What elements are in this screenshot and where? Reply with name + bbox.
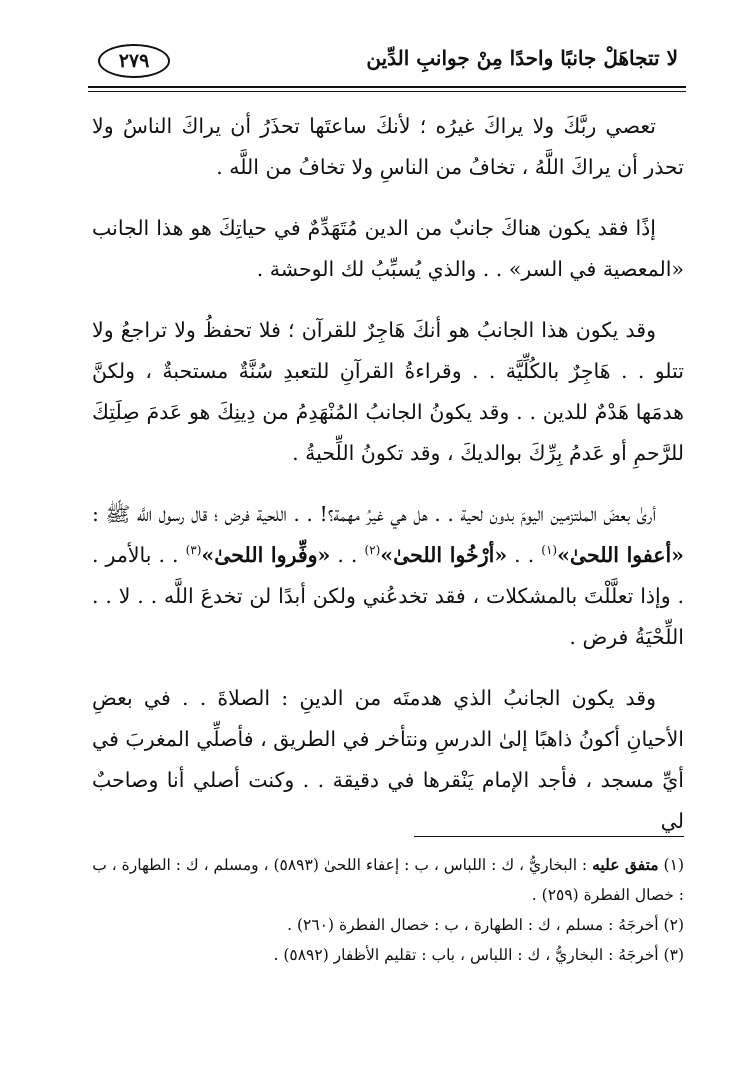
paragraph-text: وقد يكون الجانبُ الذي هدمتَه من الدينِ : الصلاةَ . . في بعضِ الأحيانِ أكونُ ذاهبًا إلىٰ الدرسِ ونتأخر في الطريق ، فأصلِّي المغربَ في أيِّ مسجد ، فأجد الإمام يَنْقرها في دقيقة . . وكنت أصلي أنا وصاحبٌ لي: [92, 686, 684, 833]
footnote-ref-2[interactable]: (٢): [364, 543, 381, 558]
footnote-text: أخرجَهُ : مسلم ، ك : الطهارة ، ب : خصال الفطرة (٢٦٠) .: [287, 916, 659, 934]
body-text: [92, 106, 684, 862]
paragraph-4: [92, 494, 684, 658]
footnote-ref-3[interactable]: (٣): [185, 543, 202, 558]
footnotes: [92, 850, 684, 970]
footnote-label: (٢): [663, 916, 684, 934]
footnote-divider: [414, 836, 684, 837]
footnote-ref-1[interactable]: (١): [541, 543, 558, 558]
page-number: ٢٧٩: [118, 50, 150, 72]
paragraph-text: وقد يكون هذا الجانبُ هو أنكَ هَاجِرٌ للقرآن ؛ فلا تحفظُ ولا تراجعُ ولا تتلو . . هَاجِرٌ بالكُلِّيَّة . . وقراءةُ القرآنِ للتعبدِ سُنَّةٌ مستحبةٌ ، ولكنَّ هدمَها هَدْمٌ للدين . . وقد يكونُ الجانبُ المُنْهَدِمُ من دِينِكَ هو عَدمَ صِلَتِكَ للرَّحمِ أو عَدمُ بِرِّكَ بوالديكَ ، وقد تكونُ اللِّحيةُ .: [92, 318, 684, 465]
paragraph-text: . .: [330, 543, 365, 567]
hadith-quote-3: «وفِّروا اللحىٰ»: [201, 543, 331, 567]
page-number-badge: [98, 44, 170, 78]
header-divider-thin: [88, 91, 686, 92]
paragraph-text: . .: [507, 543, 542, 567]
footnote-text: أخرجَهُ : البخاريُّ ، ك : اللباس ، باب : تقليم الأظفار (٥٨٩٢) .: [273, 946, 659, 964]
paragraph-text: إذًا فقد يكون هناكَ جانبٌ من الدين مُتَهَدِّمٌ في حياتِكَ هو هذا الجانب «المعصية في السر» . . والذي يُسبِّبُ لك الوحشة .: [92, 216, 684, 281]
paragraph-2: [92, 208, 684, 290]
running-title: لا تتجاهَلْ جانبًا واحدًا مِنْ جوانبِ الدِّين: [366, 46, 678, 70]
footnote-text: : البخاريُّ ، ك : اللباس ، ب : إعفاء اللحىٰ (٥٨٩٣) ، ومسلم ، ك : الطهارة ، ب : خصال الفطرة (٢٥٩) .: [92, 856, 684, 904]
hadith-quote-1: «أعفوا اللحىٰ»: [557, 543, 684, 567]
footnote-label: (١): [663, 856, 684, 874]
header-divider: [88, 86, 686, 88]
paragraph-text: . . بالأمر . . وإذا تعلَّلْتَ بالمشكلات ، فقد تخدعُني ولكن أبدًا لن تخدعَ اللَّه . . لا . . اللِّحْيَةُ فرض .: [92, 543, 684, 649]
footnote-1: [92, 850, 684, 910]
footnote-lead: متفق عليه: [592, 855, 659, 874]
paragraph-text: أرىٰ بعضَ الملتزمين اليومَ بدون لحية . . هل هي غيرُ مهمة؟! . . اللحية فرض ؛ قال رسول اللَّه ﷺ :: [92, 502, 656, 526]
paragraph-text: تعصي ربَّكَ ولا يراكَ غيرُه ؛ لأنكَ ساعتَها تحذَرُ أن يراكَ الناسُ ولا تحذر أن يراكَ اللَّهُ ، تخافُ من الناسِ ولا تخافُ من اللَّه .: [92, 114, 684, 179]
footnote-2: [92, 910, 684, 940]
paragraph-1: [92, 106, 684, 188]
hadith-quote-2: «أرْخُوا اللحىٰ»: [380, 543, 508, 567]
paragraph-3: [92, 310, 684, 474]
footnote-3: [92, 940, 684, 970]
paragraph-5: [92, 678, 684, 842]
page-header: [88, 38, 686, 88]
footnote-label: (٣): [663, 946, 684, 964]
